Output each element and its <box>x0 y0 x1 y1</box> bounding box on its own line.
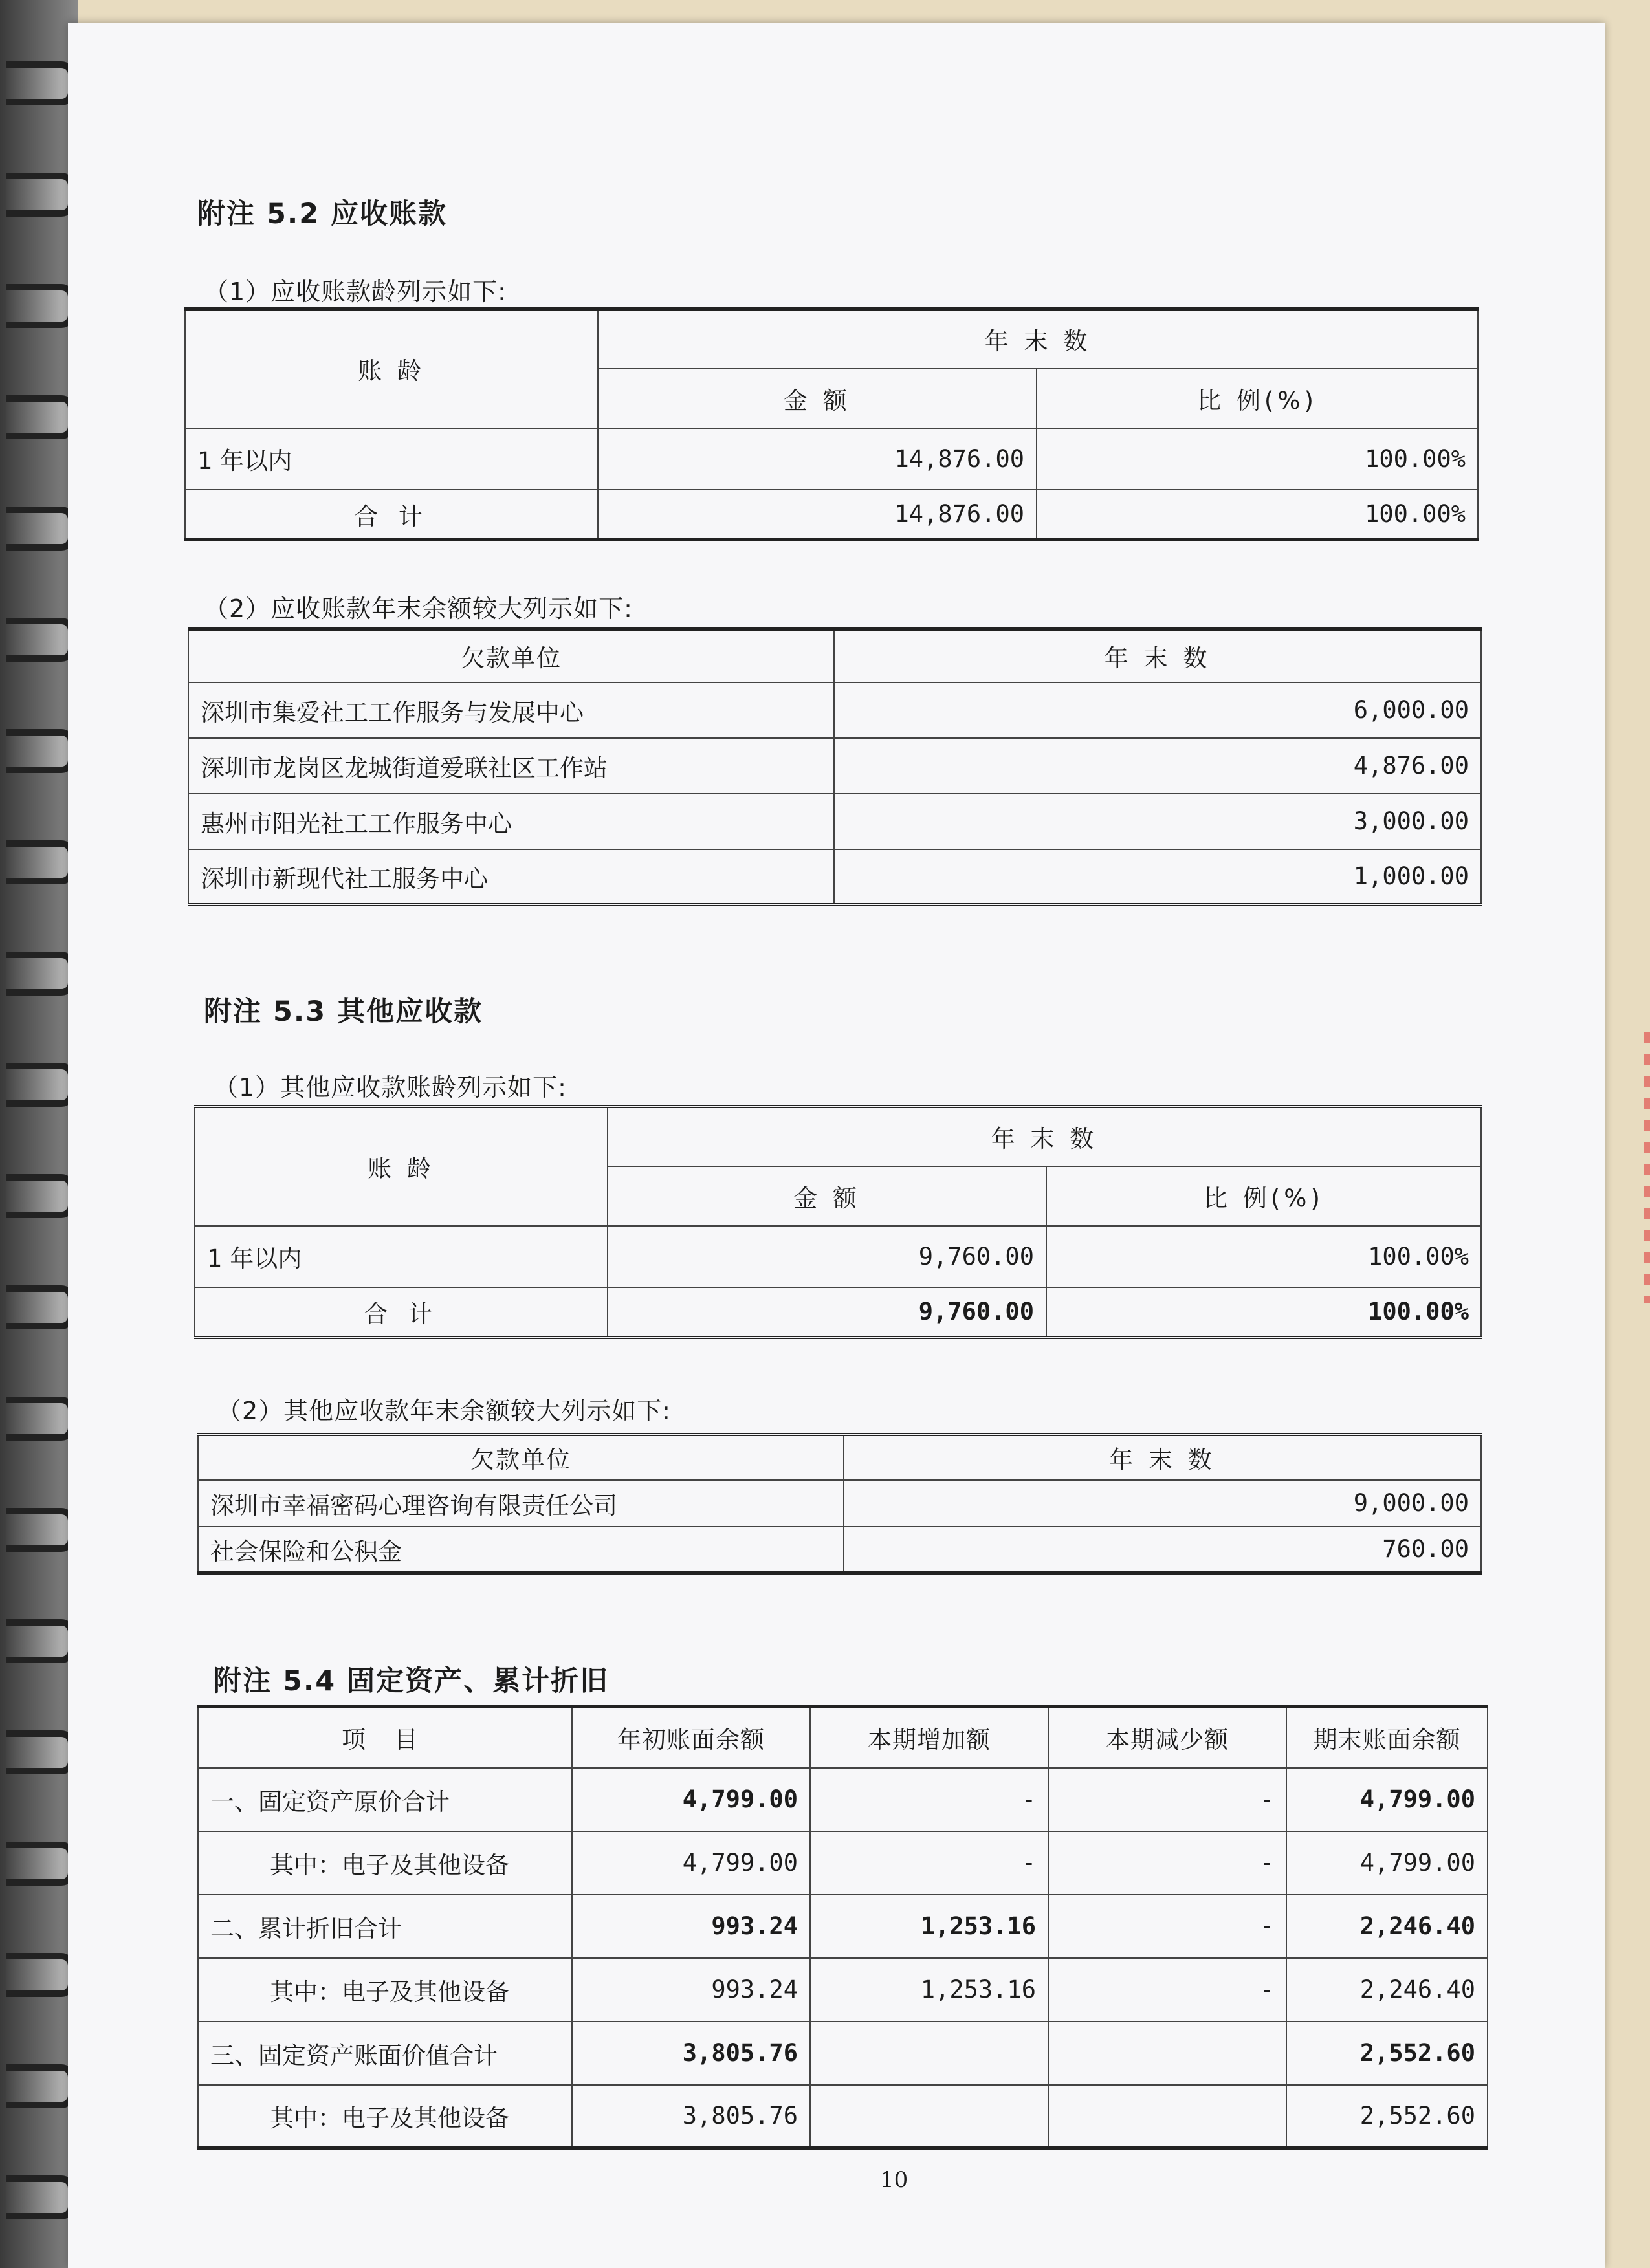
row-increase: - <box>810 1768 1048 1831</box>
row-decrease <box>1048 2085 1286 2148</box>
header-year-end: 年 末 数 <box>598 309 1478 369</box>
debtor-name: 深圳市集爱社工工作服务与发展中心 <box>188 682 834 738</box>
total-label: 合 计 <box>195 1287 608 1338</box>
row-closing: 2,246.40 <box>1286 1895 1488 1958</box>
row-opening: 4,799.00 <box>572 1768 810 1831</box>
row-label: 1 年以内 <box>195 1226 608 1287</box>
row-increase <box>810 2085 1048 2148</box>
debtor-name: 深圳市新现代社工服务中心 <box>188 849 834 905</box>
binding-ring <box>6 1174 74 1218</box>
other-receivables-balance-table <box>197 1433 1482 1575</box>
section-5-2-title: 附注 5.2 应收账款 <box>197 198 448 230</box>
row-closing: 2,552.60 <box>1286 2085 1488 2148</box>
page-number: 10 <box>880 2167 908 2193</box>
row-item: 三、固定资产账面价值合计 <box>198 2022 572 2085</box>
debtor-amount: 760.00 <box>844 1527 1481 1573</box>
document-page <box>68 23 1605 2268</box>
row-decrease: - <box>1048 1768 1286 1831</box>
other-receivables-aging-table <box>194 1105 1482 1339</box>
row-item: 一、固定资产原价合计 <box>198 1768 572 1831</box>
binding-ring <box>6 2175 74 2219</box>
section-5-2-sub2: （2）应收账款年末余额较大列示如下: <box>204 594 633 623</box>
binding-ring <box>6 840 74 884</box>
debtor-name: 惠州市阳光社工工作服务中心 <box>188 794 834 849</box>
header-item: 项 目 <box>198 1706 572 1768</box>
receivables-balance-table <box>188 627 1482 906</box>
binding-ring <box>6 1397 74 1441</box>
debtor-name: 深圳市龙岗区龙城街道爱联社区工作站 <box>188 738 834 794</box>
binding-ring <box>6 395 74 439</box>
binding-ring <box>6 1619 74 1663</box>
debtor-amount: 9,000.00 <box>844 1480 1481 1527</box>
section-5-4-title: 附注 5.4 固定资产、累计折旧 <box>214 1665 610 1697</box>
debtor-amount: 6,000.00 <box>834 682 1481 738</box>
debtor-name: 社会保险和公积金 <box>198 1527 844 1573</box>
section-5-3-sub2: （2）其他应收款年末余额较大列示如下: <box>217 1397 671 1425</box>
binding-ring <box>6 1063 74 1107</box>
row-decrease <box>1048 2022 1286 2085</box>
row-opening: 4,799.00 <box>572 1831 810 1895</box>
debtor-amount: 3,000.00 <box>834 794 1481 849</box>
header-year-end: 年 末 数 <box>834 629 1481 682</box>
row-label: 1 年以内 <box>185 428 598 490</box>
row-opening: 3,805.76 <box>572 2022 810 2085</box>
binding-ring <box>6 61 74 105</box>
header-debtor: 欠款单位 <box>198 1435 844 1480</box>
fixed-assets-table <box>197 1705 1488 2150</box>
header-year-end: 年 末 数 <box>844 1435 1481 1480</box>
row-item: 其中：电子及其他设备 <box>198 1958 572 2022</box>
row-item: 二、累计折旧合计 <box>198 1895 572 1958</box>
binding-ring <box>6 618 74 662</box>
debtor-name: 深圳市幸福密码心理咨询有限责任公司 <box>198 1480 844 1527</box>
total-amount: 14,876.00 <box>598 490 1037 540</box>
header-amount: 金 额 <box>608 1166 1046 1226</box>
header-amount: 金 额 <box>598 369 1037 428</box>
section-5-2-sub1: （1）应收账款龄列示如下: <box>204 278 507 306</box>
header-age: 账 龄 <box>185 309 598 428</box>
binding-ring <box>6 729 74 773</box>
total-label: 合 计 <box>185 490 598 540</box>
row-amount: 9,760.00 <box>608 1226 1046 1287</box>
section-5-3-sub1: （1）其他应收款账龄列示如下: <box>214 1073 567 1102</box>
total-amount: 9,760.00 <box>608 1287 1046 1338</box>
header-age: 账 龄 <box>195 1107 608 1226</box>
header-year-end: 年 末 数 <box>608 1107 1481 1166</box>
row-ratio: 100.00% <box>1046 1226 1481 1287</box>
section-5-3-title: 附注 5.3 其他应收款 <box>204 996 483 1028</box>
row-opening: 3,805.76 <box>572 2085 810 2148</box>
red-seal-edge <box>1644 1032 1650 1303</box>
row-increase: 1,253.16 <box>810 1895 1048 1958</box>
row-increase: - <box>810 1831 1048 1895</box>
header-debtor: 欠款单位 <box>188 629 834 682</box>
binding-ring <box>6 1730 74 1774</box>
header-ratio: 比 例(%) <box>1046 1166 1481 1226</box>
binding-ring <box>6 1508 74 1552</box>
row-ratio: 100.00% <box>1037 428 1478 490</box>
row-decrease: - <box>1048 1958 1286 2022</box>
row-increase: 1,253.16 <box>810 1958 1048 2022</box>
row-closing: 2,552.60 <box>1286 2022 1488 2085</box>
debtor-amount: 1,000.00 <box>834 849 1481 905</box>
binding-ring <box>6 173 74 217</box>
row-closing: 2,246.40 <box>1286 1958 1488 2022</box>
row-closing: 4,799.00 <box>1286 1768 1488 1831</box>
binding-ring <box>6 2064 74 2108</box>
row-amount: 14,876.00 <box>598 428 1037 490</box>
total-ratio: 100.00% <box>1037 490 1478 540</box>
row-item: 其中：电子及其他设备 <box>198 2085 572 2148</box>
row-closing: 4,799.00 <box>1286 1831 1488 1895</box>
header-ratio: 比 例(%) <box>1037 369 1478 428</box>
row-decrease: - <box>1048 1831 1286 1895</box>
row-increase <box>810 2022 1048 2085</box>
header-closing-balance: 期末账面余额 <box>1286 1706 1488 1768</box>
row-opening: 993.24 <box>572 1895 810 1958</box>
binding-ring <box>6 1953 74 1997</box>
row-item: 其中：电子及其他设备 <box>198 1831 572 1895</box>
header-opening-balance: 年初账面余额 <box>572 1706 810 1768</box>
total-ratio: 100.00% <box>1046 1287 1481 1338</box>
header-decrease: 本期减少额 <box>1048 1706 1286 1768</box>
row-opening: 993.24 <box>572 1958 810 2022</box>
binding-ring <box>6 952 74 996</box>
binding-spine <box>0 0 78 2268</box>
binding-ring <box>6 1842 74 1886</box>
row-decrease: - <box>1048 1895 1286 1958</box>
binding-ring <box>6 507 74 551</box>
header-increase: 本期增加额 <box>810 1706 1048 1768</box>
binding-ring <box>6 284 74 328</box>
receivables-aging-table <box>184 307 1479 541</box>
binding-ring <box>6 1285 74 1329</box>
debtor-amount: 4,876.00 <box>834 738 1481 794</box>
